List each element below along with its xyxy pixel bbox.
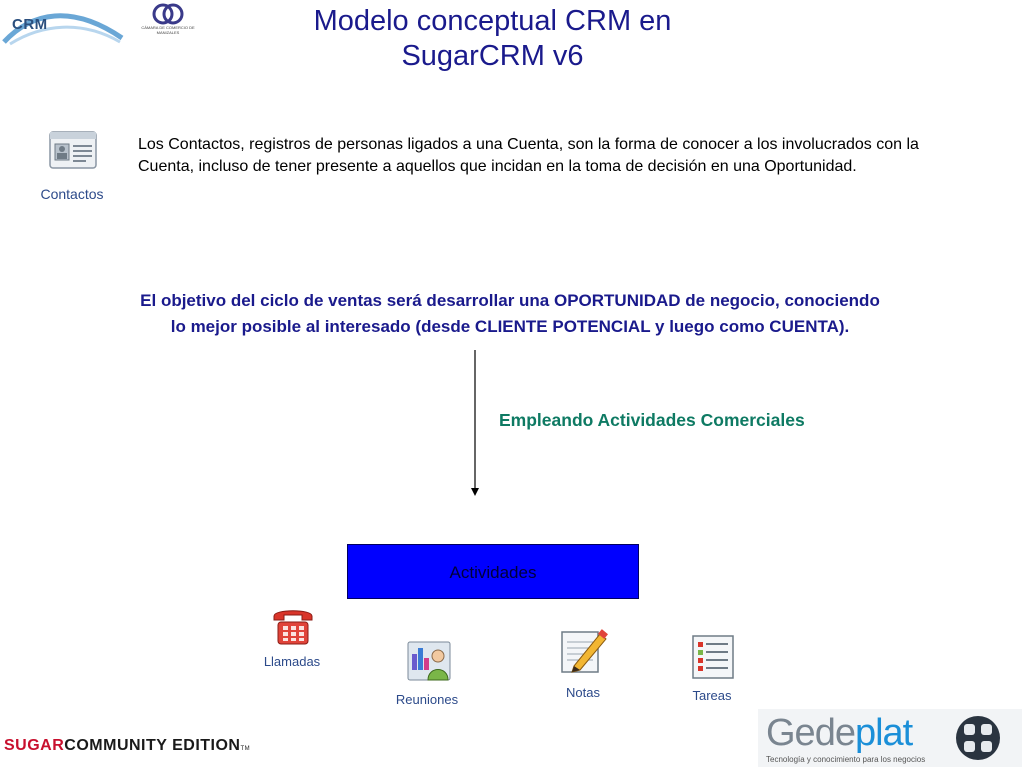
note-pencil-icon [560,628,608,674]
page-title [240,4,745,74]
contact-card-icon [48,128,98,172]
meeting-icon [406,640,452,682]
title-line-1: Modelo conceptual CRM en [313,5,672,37]
arrow-label: Empleando Actividades Comerciales [499,410,805,430]
objective-line-2: lo mejor posible al interesado (desde CLIENTE POTENCIAL y luego como CUENTA). [170,317,850,336]
actividades-box [347,544,639,599]
gedeplat-emblem-icon [954,714,1002,762]
camara-caption: CÁMARA DE COMERCIO DE MANIZALES [141,25,195,35]
down-arrow-icon [466,350,486,498]
objective-text [30,288,990,340]
actividades-label: Actividades [449,563,537,582]
telephone-icon [270,606,316,646]
gedeplat-name-b: plat [854,712,913,754]
sugar-tm: TM [240,746,251,752]
contactos-label: Contactos [40,186,104,202]
title-line-2: SugarCRM v6 [401,40,584,72]
gedeplat-logo [766,712,912,755]
sugar-edition: COMMUNITY EDITION [64,737,241,754]
crm-logo-text: CRM [12,16,48,33]
llamadas-label: Llamadas [263,654,321,669]
notas-label: Notas [566,685,600,700]
sugar-brand: SUGAR [4,737,65,754]
sugar-community-logo [4,737,250,755]
gedeplat-name-a: Gede [766,712,855,754]
tareas-label: Tareas [692,688,732,703]
objective-line-1: El objetivo del ciclo de ventas será desarrollar una OPORTUNIDAD de negocio, conociendo [140,291,880,310]
gedeplat-tagline: Tecnología y conocimiento para los negocios [766,755,926,764]
reuniones-label: Reuniones [395,692,459,707]
contactos-description: Los Contactos, registros de personas ligados a una Cuenta, son la forma de conocer a los involucrados con la Cuenta, incluso de tener presente a aquellos que incidan en la toma de decisión en una Oportunidad. [138,136,919,175]
task-list-icon [690,634,736,680]
